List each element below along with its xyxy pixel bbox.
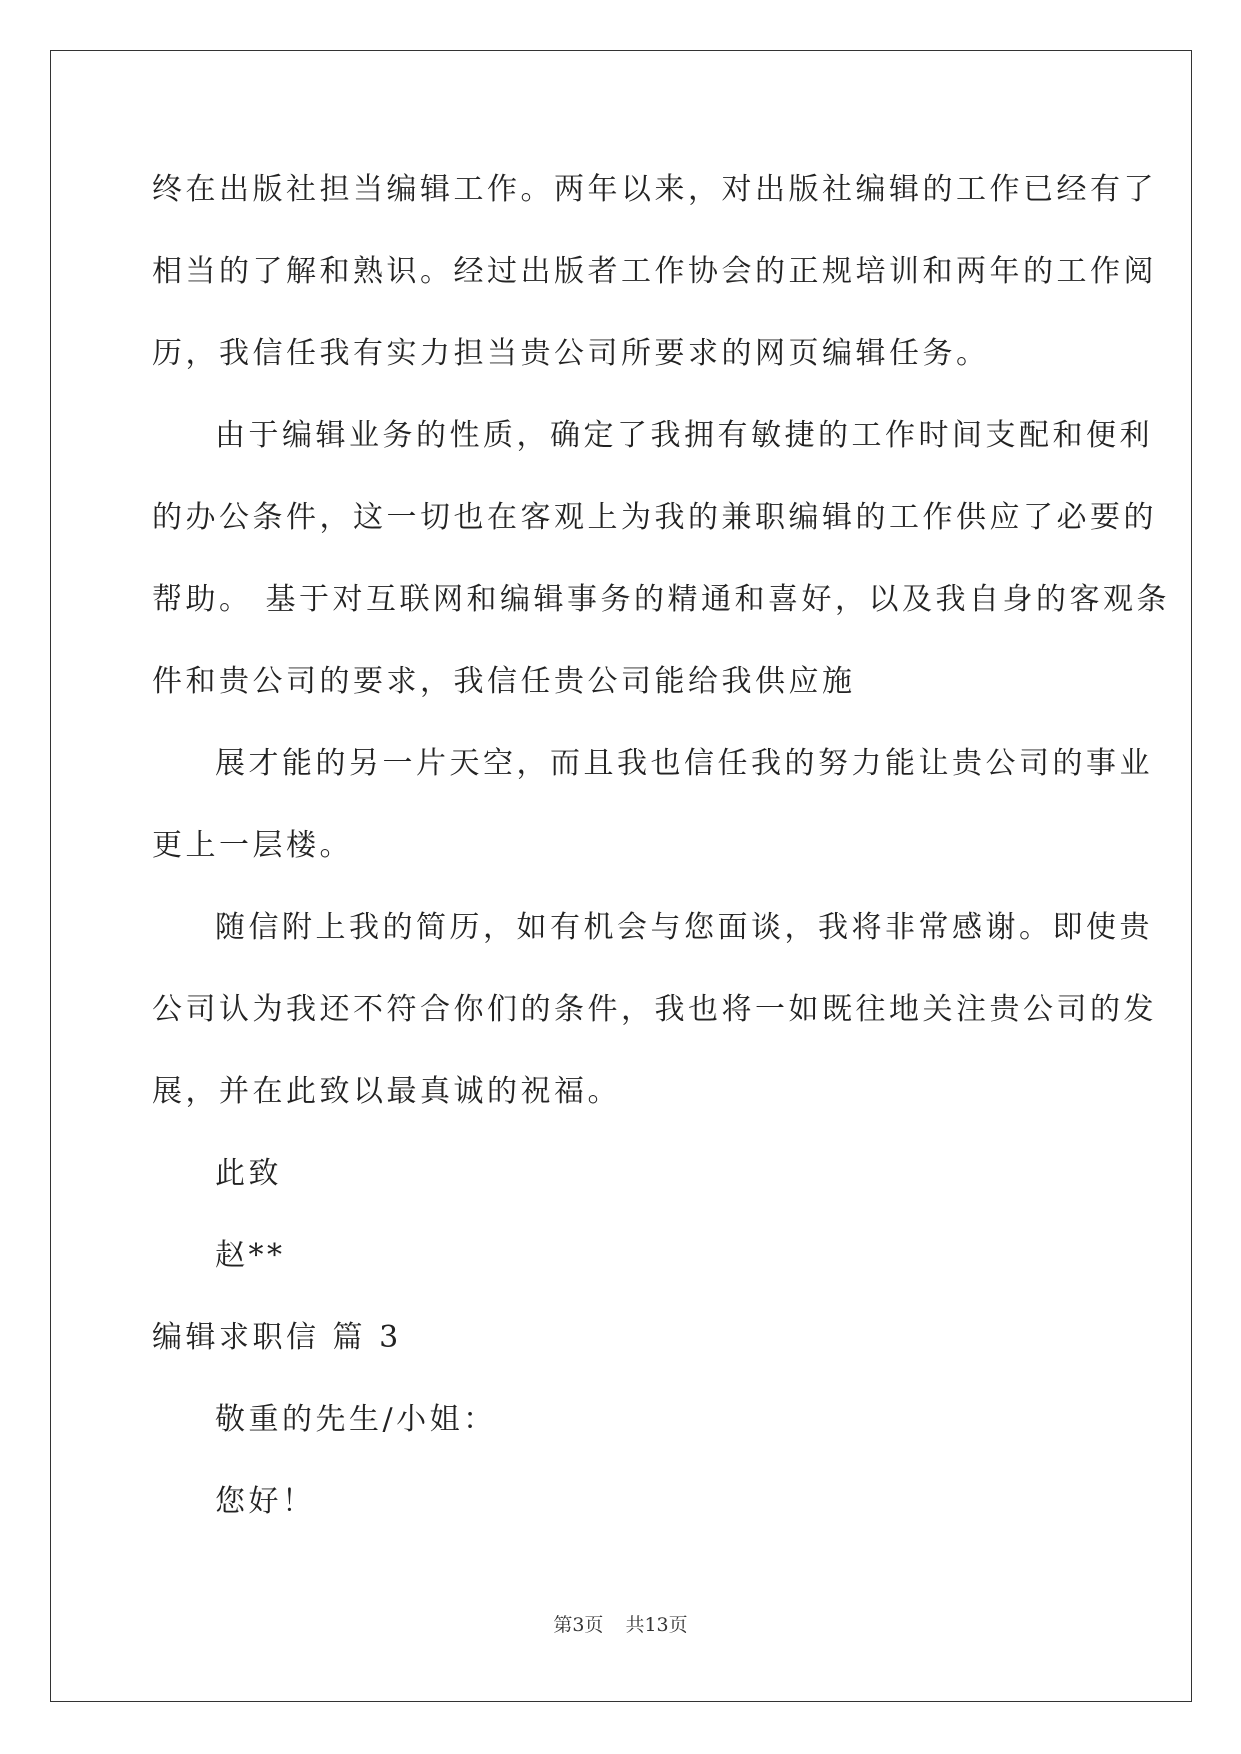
body-line: 相当的了解和熟识。经过出版者工作协会的正规培训和两年的工作阅 [152, 254, 1157, 289]
body-line: 展，并在此致以最真诚的祝福。 [152, 1074, 621, 1109]
letter-body [152, 150, 1171, 1544]
greeting: 敬重的先生/小姐： [215, 1402, 497, 1437]
body-line: 帮助。 基于对互联网和编辑事务的精通和喜好，以及我自身的客观条 [152, 582, 1171, 617]
greeting-hello: 您好！ [215, 1484, 316, 1519]
body-line: 更上一层楼。 [152, 828, 353, 863]
body-line: 历，我信任我有实力担当贵公司所要求的网页编辑任务。 [152, 336, 990, 371]
body-line: 公司认为我还不符合你们的条件，我也将一如既往地关注贵公司的发 [152, 992, 1157, 1027]
body-line: 终在出版社担当编辑工作。两年以来，对出版社编辑的工作已经有了 [152, 172, 1157, 207]
body-line: 的办公条件，这一切也在客观上为我的兼职编辑的工作供应了必要的 [152, 500, 1157, 535]
body-line: 件和贵公司的要求，我信任贵公司能给我供应施 [152, 664, 856, 699]
paragraph-start-line: 随信附上我的简历，如有机会与您面谈，我将非常感谢。即使贵 [215, 910, 1153, 945]
page-footer [0, 1610, 1241, 1637]
section-heading: 编辑求职信 篇 3 [152, 1320, 402, 1355]
page-total: 共13页 [625, 1614, 688, 1636]
page-number: 第3页 [553, 1614, 604, 1636]
paragraph-start-line: 展才能的另一片天空，而且我也信任我的努力能让贵公司的事业 [215, 746, 1153, 781]
closing-salutation: 此致 [215, 1156, 282, 1191]
signature: 赵** [215, 1238, 286, 1273]
paragraph-start-line: 由于编辑业务的性质，确定了我拥有敏捷的工作时间支配和便利 [215, 418, 1153, 453]
